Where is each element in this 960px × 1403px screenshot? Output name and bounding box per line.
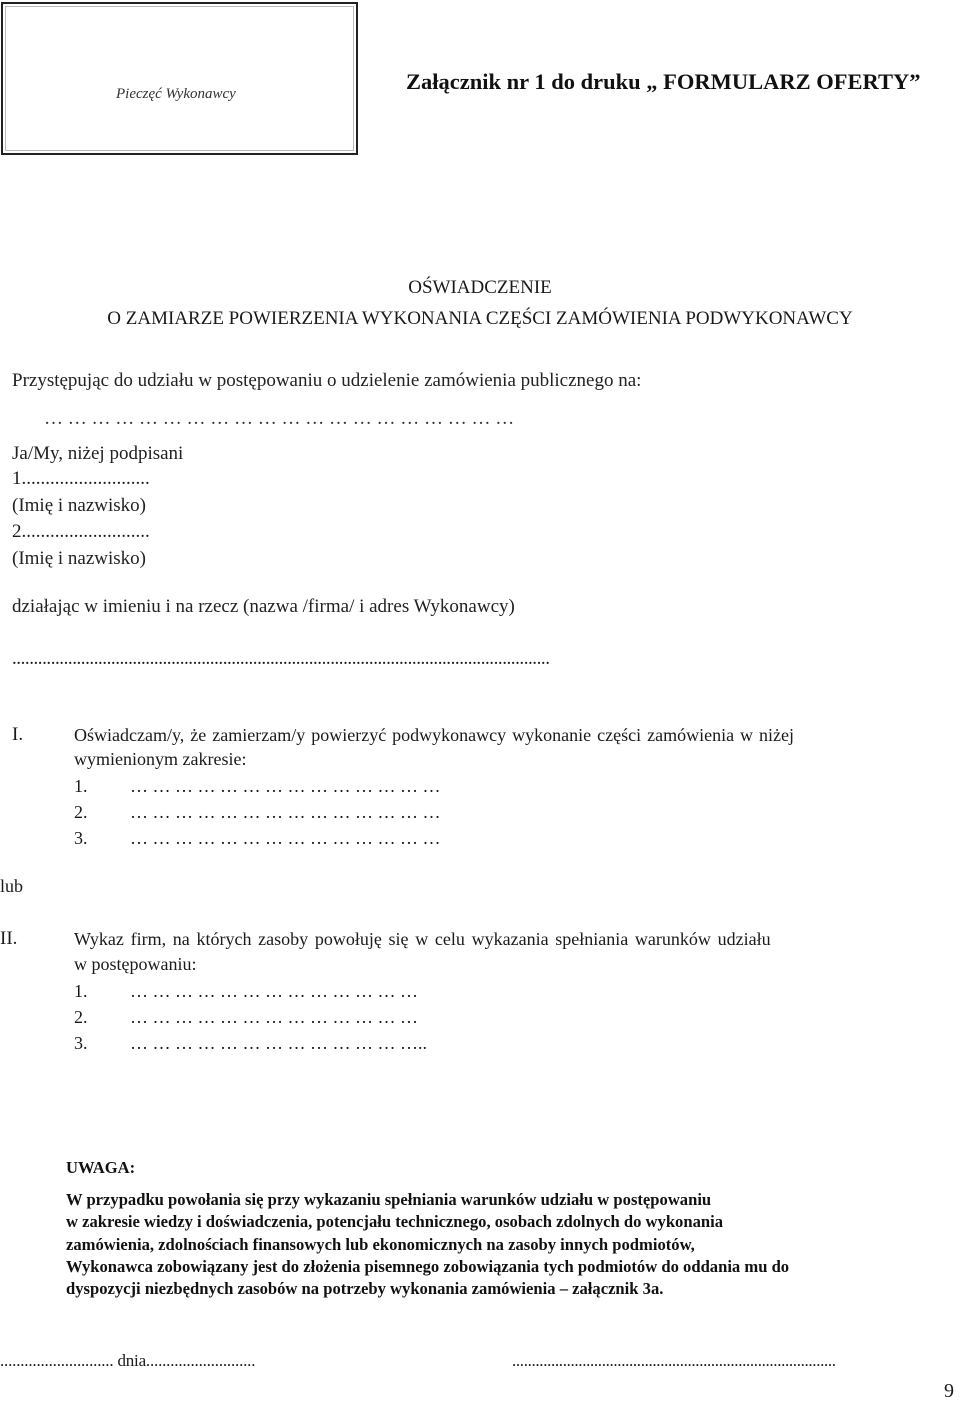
or-label: lub [0, 876, 24, 896]
person-2-field: 2........................... [12, 521, 150, 542]
person-1-field: 1........................... [12, 468, 150, 489]
contractor-details-field: ............................................................................................................................. [12, 648, 550, 669]
person-1-label: (Imię i nazwisko) [12, 495, 147, 516]
note-block [66, 1157, 954, 1300]
document-subtitle: O ZAMIARZE POWIERZENIA WYKONANIA CZĘŚCI ZAMÓWIENIA PODWYKONAWCY [107, 308, 853, 329]
acting-on-behalf-text: działając w imieniu i na rzecz (nazwa /firma/ i adres Wykonawcy) [12, 596, 515, 617]
place-date-field: ............................ dnia........................... [0, 1351, 256, 1370]
section-1-item-number: 2. [74, 802, 88, 822]
person-2-label: (Imię i nazwisko) [12, 548, 147, 569]
section-2-item-field: … … … … … … … … … … … … ….. [130, 1033, 427, 1053]
stamp-box [1, 2, 358, 155]
section-1-item-field: … … … … … … … … … … … … … … [130, 828, 441, 848]
note-line: zamówienia, zdolnościach finansowych lub ekonomicznych na zasoby innych podmiotów, [66, 1234, 695, 1254]
signed-label: Ja/My, niżej podpisani [12, 443, 184, 464]
note-line: dyspozycji niezbędnych zasobów na potrzeby wykonania zamówienia – załącznik 3a. [66, 1279, 664, 1299]
section-1-text-line2: wymienionym zakresie: [74, 749, 247, 769]
note-line: W przypadku powołania się przy wykazaniu spełniania warunków udziału w postępowaniu [66, 1190, 712, 1210]
section-2-item-field: … … … … … … … … … … … … … [130, 1007, 418, 1027]
section-2-item-number: 1. [74, 981, 88, 1001]
section-2-item-field: … … … … … … … … … … … … … [130, 981, 418, 1001]
section-2-numeral: II. [0, 928, 18, 949]
participation-text: Przystępując do udziału w postępowaniu o udzielenie zamówienia publicznego na: [12, 370, 642, 391]
section-2-item-number: 3. [74, 1033, 88, 1053]
document-title: OŚWIADCZENIE [408, 277, 552, 298]
section-1-item-number: 3. [74, 828, 88, 848]
section-2-text-line1: Wykaz firm, na których zasoby powołuję się w celu wykazania spełniania warunków udziału [74, 929, 771, 949]
section-1-text-line1: Oświadczam/y, że zamierzam/y powierzyć podwykonawcy wykonanie części zamówienia w niżej [74, 725, 795, 745]
tender-name-field: … … … … … … … … … … … … … … … … … … … … [44, 408, 515, 429]
section-1-item-field: … … … … … … … … … … … … … … [130, 802, 441, 822]
page-number: 9 [944, 1380, 954, 1402]
stamp-label: Pieczęć Wykonawcy [116, 86, 236, 102]
section-2-item-number: 2. [74, 1007, 88, 1027]
annex-title: Załącznik nr 1 do druku „ FORMULARZ OFERTY” [406, 69, 921, 94]
note-line: Wykonawca zobowiązany jest do złożenia pisemnego zobowiązania tych podmiotów do oddania mu do [66, 1256, 790, 1276]
section-1-item-number: 1. [74, 776, 88, 796]
note-line: w zakresie wiedzy i doświadczenia, potencjału technicznego, osobach zdolnych do wykonania [66, 1212, 724, 1232]
section-2-text-line2: w postępowaniu: [74, 954, 197, 974]
note-title: UWAGA: [66, 1158, 136, 1177]
section-1-numeral: I. [12, 724, 24, 745]
section-1-item-field: … … … … … … … … … … … … … … [130, 776, 441, 796]
signature-field: ................................................................................... [512, 1351, 836, 1370]
